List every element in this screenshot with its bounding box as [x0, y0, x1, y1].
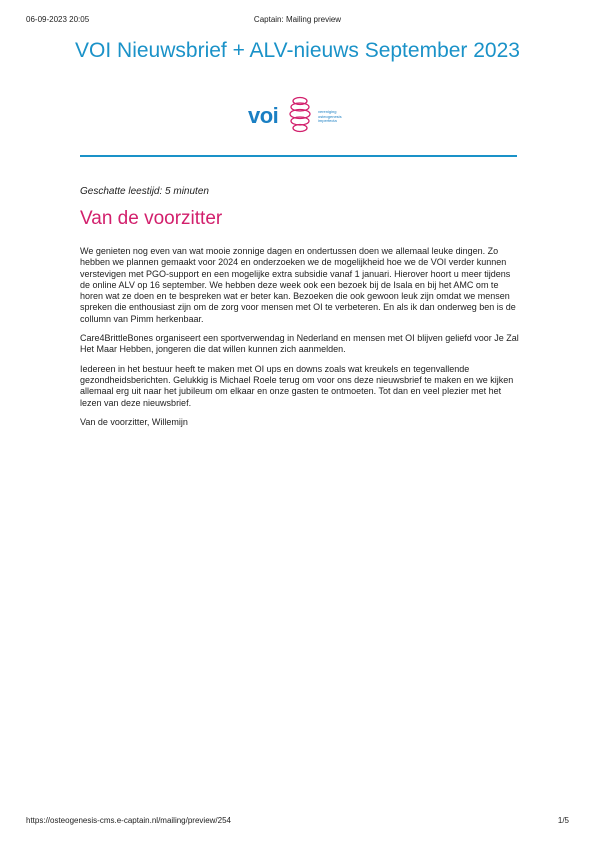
logo-ring-icon [284, 94, 316, 136]
logo-tagline-line: imperfecta [318, 118, 337, 124]
paragraph: Iedereen in het bestuur heeft te maken met OI ups en downs zoals wat kreukels en tegenvallende gezondheidsberichten. Gelukkig is Michael Roele terug om voor ons deze nieuwsbrief te maken en we kijken allemaal erg uit naar het jubileum om elkaar en onze gasten te ontmoeten. Tot dan en veel plezier met het lezen van deze nieuwsbrief. [80, 363, 514, 408]
reading-time: Geschatte leestijd: 5 minuten [80, 186, 209, 197]
page-number: 1/5 [557, 816, 569, 825]
print-page-title: Captain: Mailing preview [253, 15, 342, 24]
print-footer [26, 816, 569, 828]
section-title: Van de voorzitter [80, 208, 223, 229]
logo-wordmark: voi [248, 103, 279, 128]
voi-logo [246, 92, 356, 138]
logo-tagline-line: vereniging [318, 109, 337, 114]
newsletter-title: VOI Nieuwsbrief + ALV-nieuws September 2023 [75, 39, 520, 62]
print-url: https://osteogenesis-cms.e-captain.nl/mailing/preview/254 [26, 816, 231, 825]
signature: Van de voorzitter, Willemijn [80, 416, 188, 427]
logo-tagline-line: osteogenesis [318, 113, 342, 119]
print-header [26, 15, 569, 27]
paragraph: Care4BrittleBones organiseert een sportverwendag in Nederland en mensen met OI blijven geliefd voor Je Zal Het Maar Hebben, jongeren die dat willen kunnen zich aanmelden. [80, 333, 519, 355]
logo-tagline [318, 110, 358, 124]
paragraph: We genieten nog even van wat mooie zonnige dagen en ondertussen doen we allemaal leuke dingen. Zo hebben we plannen gemaakt voor 2024 en onderzoeken we de mogelijkheid hoe we de VOI verder kunnen verstevigen met PGO-support en een mogelijke extra subsidie vanaf 1 januari. Hierover hoort u meer tijdens de online ALV op 16 september. We hebben deze week ook een bezoek bij de Isala en bij het AMC om te horen wat ze doen en te bespreken wat er beter kan. Bezoeken die ook gewoon leuk zijn omdat we mensen spreken die enthousiast zijn om de zorg voor mensen met OI te verbeteren. En als ik dan onderweg ben is de collumn van Pimm herkenbaar. [80, 246, 516, 324]
header-divider [80, 155, 517, 157]
article-body [80, 246, 520, 436]
print-datetime: 06-09-2023 20:05 [26, 15, 90, 24]
